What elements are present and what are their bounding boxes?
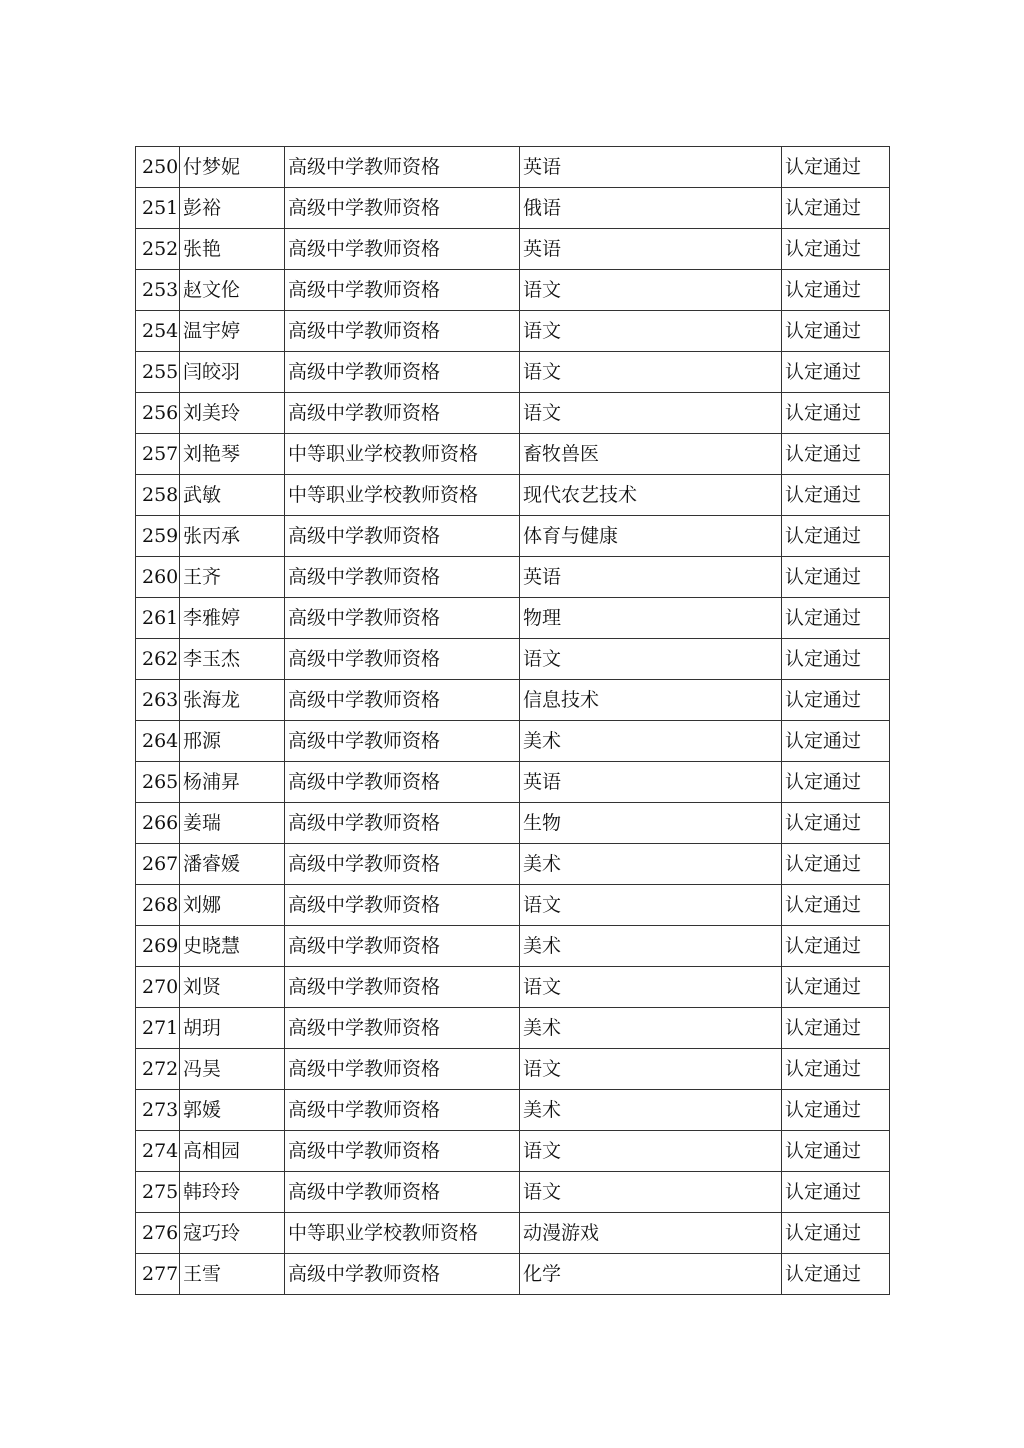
result-status: 认定通过 (782, 188, 890, 229)
table-row (136, 1213, 890, 1254)
row-number: 265 (136, 762, 180, 803)
table-row (136, 516, 890, 557)
applicant-name: 刘美玲 (180, 393, 285, 434)
table-row (136, 762, 890, 803)
result-status: 认定通过 (782, 1090, 890, 1131)
row-number: 271 (136, 1008, 180, 1049)
result-status: 认定通过 (782, 803, 890, 844)
subject: 现代农艺技术 (520, 475, 782, 516)
row-number: 277 (136, 1254, 180, 1295)
table-row (136, 434, 890, 475)
applicant-name: 邢源 (180, 721, 285, 762)
row-number: 264 (136, 721, 180, 762)
result-status: 认定通过 (782, 270, 890, 311)
row-number: 269 (136, 926, 180, 967)
subject: 语文 (520, 270, 782, 311)
subject: 语文 (520, 352, 782, 393)
table-row (136, 598, 890, 639)
certificate-type: 高级中学教师资格 (285, 639, 520, 680)
subject: 语文 (520, 639, 782, 680)
subject: 美术 (520, 1008, 782, 1049)
row-number: 255 (136, 352, 180, 393)
certificate-type: 中等职业学校教师资格 (285, 434, 520, 475)
certificate-type: 高级中学教师资格 (285, 721, 520, 762)
subject: 俄语 (520, 188, 782, 229)
table-row (136, 557, 890, 598)
row-number: 258 (136, 475, 180, 516)
result-status: 认定通过 (782, 680, 890, 721)
table-row (136, 885, 890, 926)
row-number: 253 (136, 270, 180, 311)
table-row (136, 926, 890, 967)
subject: 语文 (520, 967, 782, 1008)
applicant-name: 彭裕 (180, 188, 285, 229)
certificate-type: 高级中学教师资格 (285, 516, 520, 557)
subject: 信息技术 (520, 680, 782, 721)
result-status: 认定通过 (782, 1049, 890, 1090)
applicant-name: 王雪 (180, 1254, 285, 1295)
table-row (136, 1090, 890, 1131)
certificate-type: 高级中学教师资格 (285, 188, 520, 229)
applicant-name: 付梦妮 (180, 147, 285, 188)
subject: 美术 (520, 926, 782, 967)
subject: 动漫游戏 (520, 1213, 782, 1254)
certificate-type: 高级中学教师资格 (285, 1008, 520, 1049)
table-row (136, 967, 890, 1008)
applicant-name: 冯昊 (180, 1049, 285, 1090)
row-number: 257 (136, 434, 180, 475)
table-row (136, 393, 890, 434)
result-status: 认定通过 (782, 147, 890, 188)
certificate-type: 高级中学教师资格 (285, 967, 520, 1008)
result-status: 认定通过 (782, 1172, 890, 1213)
row-number: 261 (136, 598, 180, 639)
certificate-type: 高级中学教师资格 (285, 598, 520, 639)
certificate-type: 高级中学教师资格 (285, 393, 520, 434)
table-row (136, 1049, 890, 1090)
subject: 语文 (520, 1131, 782, 1172)
subject: 化学 (520, 1254, 782, 1295)
result-status: 认定通过 (782, 434, 890, 475)
applicant-name: 高相园 (180, 1131, 285, 1172)
subject: 美术 (520, 844, 782, 885)
certificate-type: 高级中学教师资格 (285, 557, 520, 598)
row-number: 272 (136, 1049, 180, 1090)
applicant-name: 张艳 (180, 229, 285, 270)
certificate-type: 高级中学教师资格 (285, 1090, 520, 1131)
row-number: 256 (136, 393, 180, 434)
applicant-name: 潘睿媛 (180, 844, 285, 885)
certificate-type: 高级中学教师资格 (285, 844, 520, 885)
applicant-name: 温宇婷 (180, 311, 285, 352)
applicant-name: 胡玥 (180, 1008, 285, 1049)
result-status: 认定通过 (782, 885, 890, 926)
certificate-type: 高级中学教师资格 (285, 270, 520, 311)
certificate-type: 高级中学教师资格 (285, 885, 520, 926)
applicant-name: 张丙承 (180, 516, 285, 557)
certificate-type: 高级中学教师资格 (285, 1049, 520, 1090)
applicant-name: 史晓慧 (180, 926, 285, 967)
subject: 语文 (520, 393, 782, 434)
result-status: 认定通过 (782, 639, 890, 680)
result-status: 认定通过 (782, 393, 890, 434)
certificate-type: 高级中学教师资格 (285, 229, 520, 270)
subject: 英语 (520, 762, 782, 803)
row-number: 262 (136, 639, 180, 680)
table-row (136, 680, 890, 721)
subject: 物理 (520, 598, 782, 639)
result-status: 认定通过 (782, 762, 890, 803)
applicant-name: 郭媛 (180, 1090, 285, 1131)
applicant-name: 张海龙 (180, 680, 285, 721)
row-number: 270 (136, 967, 180, 1008)
table-row (136, 844, 890, 885)
subject: 畜牧兽医 (520, 434, 782, 475)
subject: 英语 (520, 557, 782, 598)
table-row (136, 803, 890, 844)
row-number: 273 (136, 1090, 180, 1131)
certificate-type: 高级中学教师资格 (285, 311, 520, 352)
row-number: 266 (136, 803, 180, 844)
certificate-type: 高级中学教师资格 (285, 147, 520, 188)
applicant-name: 韩玲玲 (180, 1172, 285, 1213)
applicant-name: 刘娜 (180, 885, 285, 926)
row-number: 276 (136, 1213, 180, 1254)
result-status: 认定通过 (782, 229, 890, 270)
certificate-type: 高级中学教师资格 (285, 803, 520, 844)
result-status: 认定通过 (782, 311, 890, 352)
row-number: 260 (136, 557, 180, 598)
table-body (136, 147, 890, 1295)
certificate-type: 高级中学教师资格 (285, 762, 520, 803)
subject: 美术 (520, 1090, 782, 1131)
subject: 美术 (520, 721, 782, 762)
table-row (136, 475, 890, 516)
subject: 英语 (520, 147, 782, 188)
certificate-type: 高级中学教师资格 (285, 680, 520, 721)
subject: 生物 (520, 803, 782, 844)
row-number: 252 (136, 229, 180, 270)
table-row (136, 352, 890, 393)
result-status: 认定通过 (782, 844, 890, 885)
table-row (136, 229, 890, 270)
table-row (136, 1131, 890, 1172)
row-number: 259 (136, 516, 180, 557)
certification-table (135, 146, 890, 1295)
certificate-type: 高级中学教师资格 (285, 1254, 520, 1295)
result-status: 认定通过 (782, 721, 890, 762)
subject: 语文 (520, 311, 782, 352)
applicant-name: 杨浦昇 (180, 762, 285, 803)
result-status: 认定通过 (782, 1213, 890, 1254)
table-row (136, 270, 890, 311)
applicant-name: 寇巧玲 (180, 1213, 285, 1254)
subject: 语文 (520, 885, 782, 926)
row-number: 268 (136, 885, 180, 926)
table-row (136, 147, 890, 188)
row-number: 274 (136, 1131, 180, 1172)
table-row (136, 639, 890, 680)
result-status: 认定通过 (782, 926, 890, 967)
table-row (136, 1008, 890, 1049)
row-number: 263 (136, 680, 180, 721)
result-status: 认定通过 (782, 1254, 890, 1295)
row-number: 251 (136, 188, 180, 229)
applicant-name: 赵文伦 (180, 270, 285, 311)
result-status: 认定通过 (782, 1131, 890, 1172)
table-row (136, 721, 890, 762)
applicant-name: 闫皎羽 (180, 352, 285, 393)
applicant-name: 李玉杰 (180, 639, 285, 680)
table-row (136, 311, 890, 352)
row-number: 254 (136, 311, 180, 352)
certificate-type: 高级中学教师资格 (285, 352, 520, 393)
certificate-type: 高级中学教师资格 (285, 1172, 520, 1213)
subject: 语文 (520, 1049, 782, 1090)
result-status: 认定通过 (782, 516, 890, 557)
subject: 语文 (520, 1172, 782, 1213)
row-number: 275 (136, 1172, 180, 1213)
applicant-name: 武敏 (180, 475, 285, 516)
applicant-name: 王齐 (180, 557, 285, 598)
result-status: 认定通过 (782, 352, 890, 393)
applicant-name: 姜瑞 (180, 803, 285, 844)
row-number: 267 (136, 844, 180, 885)
applicant-name: 李雅婷 (180, 598, 285, 639)
table-row (136, 188, 890, 229)
result-status: 认定通过 (782, 1008, 890, 1049)
certificate-type: 中等职业学校教师资格 (285, 475, 520, 516)
certificate-type: 高级中学教师资格 (285, 1131, 520, 1172)
result-status: 认定通过 (782, 557, 890, 598)
applicant-name: 刘贤 (180, 967, 285, 1008)
table-row (136, 1172, 890, 1213)
certificate-type: 高级中学教师资格 (285, 926, 520, 967)
subject: 体育与健康 (520, 516, 782, 557)
row-number: 250 (136, 147, 180, 188)
table-row (136, 1254, 890, 1295)
result-status: 认定通过 (782, 967, 890, 1008)
subject: 英语 (520, 229, 782, 270)
applicant-name: 刘艳琴 (180, 434, 285, 475)
certificate-type: 中等职业学校教师资格 (285, 1213, 520, 1254)
result-status: 认定通过 (782, 598, 890, 639)
result-status: 认定通过 (782, 475, 890, 516)
